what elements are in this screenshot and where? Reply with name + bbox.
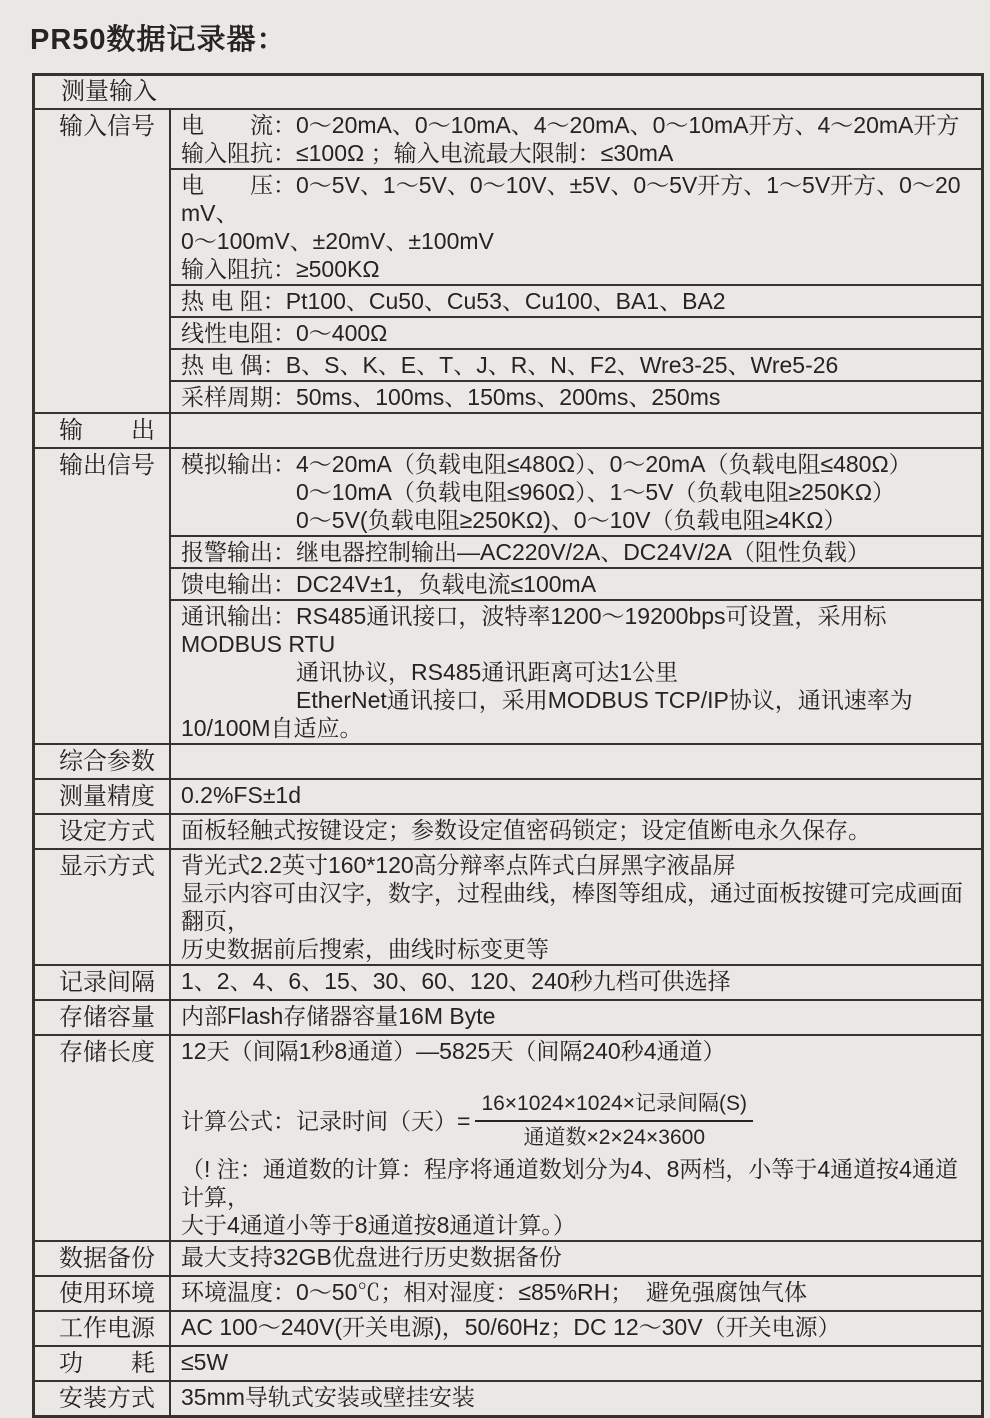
row-label-display-method: 显示方式 (59, 853, 155, 880)
spec-line: 内部Flash存储器容量16M Byte (181, 1003, 496, 1029)
table-row-section-output (35, 412, 981, 447)
subrow-sampling-period (171, 380, 981, 412)
formula-denominator: 通道数×2×24×3600 (523, 1126, 705, 1149)
row-label-output-signal: 输出信号 (59, 452, 155, 479)
row-content-storage-capacity (169, 1001, 981, 1034)
spec-line: 输入阻抗：≤100Ω ；输入电流最大限制：≤30mA (181, 140, 674, 166)
spec-line: 线性电阻：0～400Ω (181, 320, 388, 346)
row-label-storage-capacity: 存储容量 (59, 1004, 155, 1031)
storage-note-line: （! 注：通道数的计算：程序将通道数划分为4、8两档，小等于4通道按4通道计算， (181, 1156, 958, 1210)
row-label-installation-method: 安装方式 (59, 1385, 155, 1412)
table-row-storage-capacity (35, 999, 981, 1034)
row-label-storage-length: 存储长度 (59, 1039, 155, 1066)
spec-sheet-page (0, 17, 990, 1418)
spec-line: 0～100mV、±20mV、±100mV (181, 228, 494, 254)
spec-line: 0～5V(负载电阻≥250KΩ)、0～10V（负载电阻≥4KΩ） (181, 507, 847, 533)
subrow (171, 1001, 981, 1031)
row-label-data-backup: 数据备份 (59, 1245, 155, 1272)
subrow (171, 1382, 981, 1412)
table-row-display-method (35, 848, 981, 964)
subrow (171, 815, 981, 845)
row-content-data-backup (169, 1242, 981, 1275)
spec-line: 历史数据前后搜索，曲线时标变更等 (181, 936, 549, 962)
subrow (171, 780, 981, 810)
table-row-setting-method (35, 813, 981, 848)
subrow-voltage (171, 168, 981, 284)
spec-line: 通讯输出：RS485通讯接口，波特率1200～19200bps可设置，采用标MODBUS RTU (181, 603, 887, 657)
formula-fraction (475, 1091, 753, 1151)
storage-formula (181, 1091, 977, 1151)
row-content-record-interval (169, 966, 981, 999)
subrow-thermocouple (171, 348, 981, 380)
spec-line: 面板轻触式按键设定；参数设定值密码锁定；设定值断电永久保存。 (181, 817, 871, 843)
subrow-rtd (171, 284, 981, 316)
row-content-setting-method (169, 815, 981, 848)
table-row-operating-environment (35, 1275, 981, 1310)
formula-numerator: 16×1024×1024×记录间隔(S) (475, 1091, 753, 1122)
section-label-output: 输 出 (59, 417, 155, 444)
spec-line: 0～10mA（负载电阻≤960Ω）、1～5V（负载电阻≥250KΩ） (181, 479, 896, 505)
section-label-general-parameters: 综合参数 (59, 748, 155, 775)
spec-line: 环境温度：0～50℃；相对湿度：≤85%RH； 避免强腐蚀气体 (181, 1279, 808, 1305)
table-row-section-general-parameters (35, 743, 981, 778)
subrow (171, 850, 981, 964)
formula-prefix: 计算公式：记录时间（天）= (181, 1108, 471, 1134)
row-content-input-signal (169, 110, 981, 412)
table-row-record-interval (35, 964, 981, 999)
spec-line: 报警输出：继电器控制输出—AC220V/2A、DC24V/2A（阻性负载） (181, 539, 870, 565)
spec-line: 通讯协议，RS485通讯距离可达1公里 (181, 659, 679, 685)
subrow (171, 1277, 981, 1307)
subrow-feed-output (171, 567, 981, 599)
section-general-parameters-empty-cell (169, 745, 981, 778)
row-label-record-interval: 记录间隔 (59, 969, 155, 996)
table-row-power-supply (35, 1310, 981, 1345)
table-row-power-consumption (35, 1345, 981, 1380)
row-content-power-consumption (169, 1347, 981, 1380)
table-row-section-measurement-input (35, 76, 981, 108)
row-content-installation-method (169, 1382, 981, 1415)
row-label-input-signal: 输入信号 (59, 113, 155, 140)
spec-line: 电 流：0～20mA、0～10mA、4～20mA、0～10mA开方、4～20mA开方 (181, 112, 960, 138)
spec-line: 显示内容可由汉字，数字，过程曲线，棒图等组成，通过面板按键可完成画面翻页， (181, 880, 963, 934)
row-label-setting-method: 设定方式 (59, 818, 155, 845)
subrow-linear-resistance (171, 316, 981, 348)
subrow-alarm-output (171, 535, 981, 567)
section-label-measurement-input: 测量输入 (61, 78, 157, 105)
table-row-input-signal (35, 108, 981, 412)
subrow-storage-length (171, 1036, 981, 1240)
row-label-power-consumption: 功 耗 (59, 1350, 155, 1377)
spec-line: 馈电输出：DC24V±1，负载电流≤100mA (181, 571, 597, 597)
spec-line: 最大支持32GB优盘进行历史数据备份 (181, 1244, 562, 1270)
spec-line: 35mm导轨式安装或壁挂安装 (181, 1384, 475, 1410)
row-label-operating-environment: 使用环境 (59, 1280, 155, 1307)
row-label-measurement-accuracy: 测量精度 (59, 783, 155, 810)
spec-line: 采样周期：50ms、100ms、150ms、200ms、250ms (181, 384, 721, 410)
spec-line: 电 压：0～5V、1～5V、0～10V、±5V、0～5V开方、1～5V开方、0～20 mV、 (181, 172, 967, 226)
spec-line: 热 电 阻：Pt100、Cu50、Cu53、Cu100、BA1、BA2 (181, 288, 726, 314)
spec-line: 输入阻抗：≥500KΩ (181, 256, 380, 282)
spec-line: 1、2、4、6、15、30、60、120、240秒九档可供选择 (181, 968, 731, 994)
row-content-display-method (169, 850, 981, 964)
subrow (171, 1347, 981, 1377)
subrow (171, 1312, 981, 1342)
table-row-data-backup (35, 1240, 981, 1275)
subrow (171, 1242, 981, 1272)
subrow-current (171, 110, 981, 168)
spec-line: 模拟输出：4～20mA（负载电阻≤480Ω）、0～20mA（负载电阻≤480Ω） (181, 451, 912, 477)
spec-line: 0.2%FS±1d (181, 782, 302, 808)
row-content-operating-environment (169, 1277, 981, 1310)
storage-note-line: 大于4通道小等于8通道按8通道计算。） (181, 1212, 576, 1238)
row-content-output-signal (169, 449, 981, 743)
row-content-storage-length (169, 1036, 981, 1240)
spec-line: AC 100～240V(开关电源)，50/60Hz；DC 12～30V（开关电源） (181, 1314, 841, 1340)
subrow-analog-output (171, 449, 981, 535)
row-content-measurement-accuracy (169, 780, 981, 813)
table-row-installation-method (35, 1380, 981, 1415)
spec-line: 背光式2.2英寸160*120高分辩率点阵式白屏黑字液晶屏 (181, 852, 736, 878)
row-content-power-supply (169, 1312, 981, 1345)
page-title: PR50数据记录器： (30, 24, 287, 56)
blank-spacer (181, 1065, 977, 1089)
row-label-power-supply: 工作电源 (59, 1315, 155, 1342)
spec-line: 热 电 偶：B、S、K、E、T、J、R、N、F2、Wre3-25、Wre5-26 (181, 352, 839, 378)
table-row-output-signal (35, 447, 981, 743)
section-output-empty-cell (169, 414, 981, 447)
spec-table (32, 73, 984, 1418)
subrow-communication-output (171, 599, 981, 743)
table-row-storage-length (35, 1034, 981, 1240)
subrow (171, 966, 981, 996)
spec-line: EtherNet通讯接口，采用MODBUS TCP/IP协议，通讯速率为10/100M自适应。 (181, 687, 913, 741)
spec-line: ≤5W (181, 1349, 229, 1375)
storage-range-line: 12天（间隔1秒8通道）—5825天（间隔240秒4通道） (181, 1038, 726, 1064)
table-row-measurement-accuracy (35, 778, 981, 813)
